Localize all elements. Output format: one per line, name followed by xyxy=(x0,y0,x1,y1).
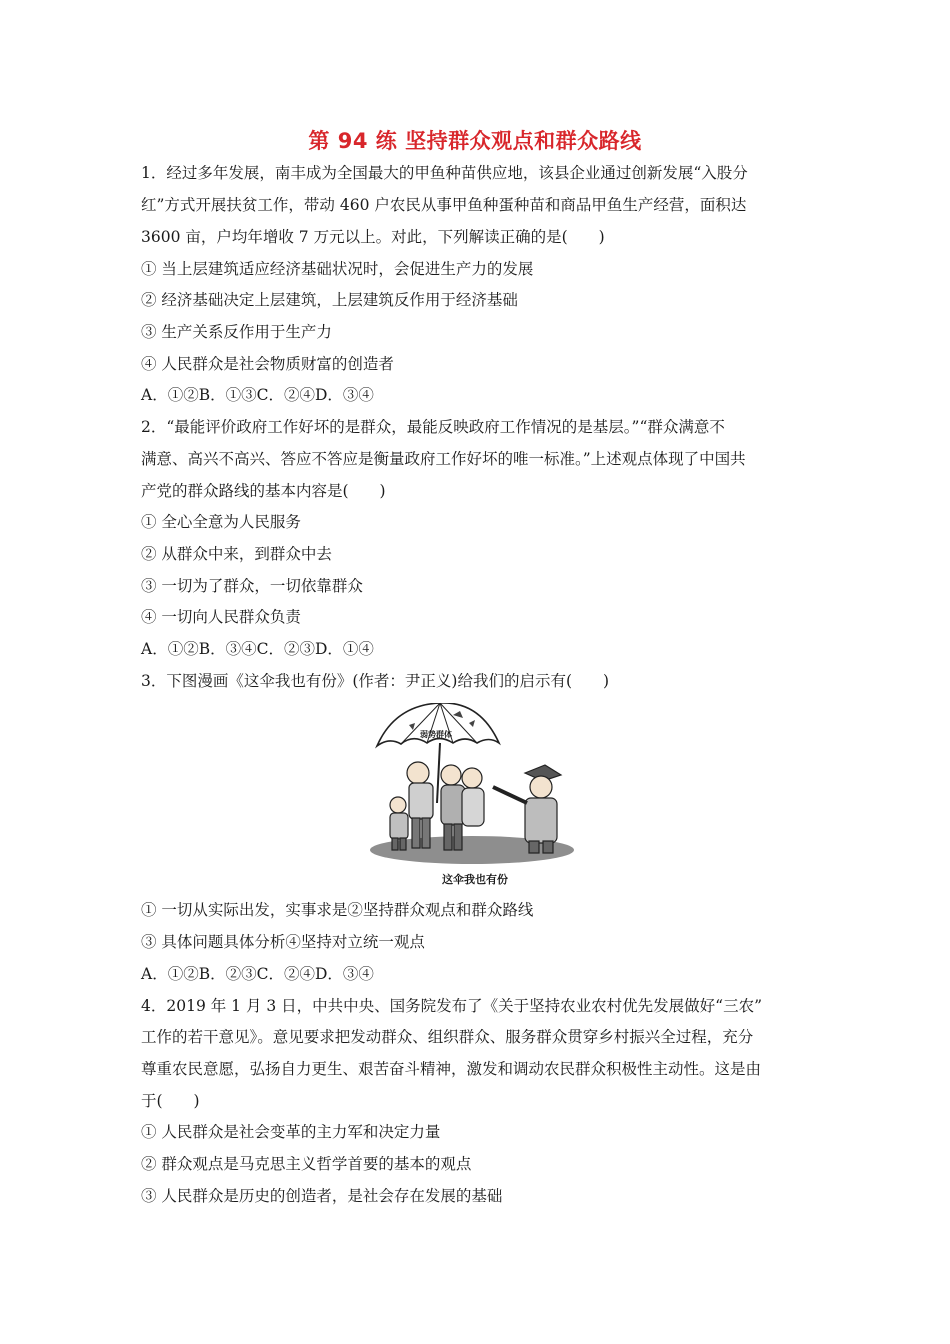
q2-option-2: ② 从群众中来，到群众中去 xyxy=(141,545,332,563)
q1-option-3: ③ 生产关系反作用于生产力 xyxy=(141,323,332,341)
q4-stem-line-1: 4．2019 年 1 月 3 日，中共中央、国务院发布了《关于坚持农业农村优先发展做好“三农” xyxy=(141,997,763,1015)
q2-stem-line-2: 满意、高兴不高兴、答应不答应是衡量政府工作好坏的唯一标准。”上述观点体现了中国共 xyxy=(141,450,746,468)
q4-stem-line-2: 工作的若干意见》。意见要求把发动群众、组织群众、服务群众贯穿乡村振兴全过程，充分 xyxy=(141,1028,754,1046)
q2-option-3: ③ 一切为了群众，一切依靠群众 xyxy=(141,577,363,595)
q2-stem-line-1: 2．“最能评价政府工作好坏的是群众，最能反映政府工作情况的是基层。”“群众满意不 xyxy=(141,418,725,436)
q3-option-2: ③ 具体问题具体分析④坚持对立统一观点 xyxy=(141,933,425,951)
q1-answer-choices: A．①②B．①③C．②④D．③④ xyxy=(141,386,374,404)
q1-stem-line-3: 3600 亩，户均年增收 7 万元以上。对此，下列解读正确的是( ) xyxy=(141,228,605,246)
q3-stem-line-1: 3．下图漫画《这伞我也有份》(作者：尹正义)给我们的启示有( ) xyxy=(141,672,610,690)
umbrella-label: 弱势群体 xyxy=(420,730,452,739)
q4-option-3: ③ 人民群众是历史的创造者，是社会存在发展的基础 xyxy=(141,1187,503,1205)
q1-option-2: ② 经济基础决定上层建筑，上层建筑反作用于经济基础 xyxy=(141,291,518,309)
cartoon-illustration xyxy=(365,703,585,868)
q3-option-1: ① 一切从实际出发，实事求是②坚持群众观点和群众路线 xyxy=(141,901,534,919)
q2-answer-choices: A．①②B．③④C．②③D．①④ xyxy=(141,640,374,658)
q1-option-1: ① 当上层建筑适应经济基础状况时，会促进生产力的发展 xyxy=(141,260,534,278)
q3-answer-choices: A．①②B．②③C．②④D．③④ xyxy=(141,965,374,983)
q4-stem-line-4: 于( ) xyxy=(141,1092,200,1110)
figure-caption: 这伞我也有份 xyxy=(442,873,508,886)
q4-stem-line-3: 尊重农民意愿，弘扬自力更生、艰苦奋斗精神，激发和调动农民群众积极性主动性。这是由 xyxy=(141,1060,762,1078)
q2-stem-line-3: 产党的群众路线的基本内容是( ) xyxy=(141,482,386,500)
q4-option-1: ① 人民群众是社会变革的主力军和决定力量 xyxy=(141,1123,441,1141)
umbrella-pole xyxy=(437,743,440,803)
q1-stem-line-2: 红”方式开展扶贫工作，带动 460 户农民从事甲鱼种蛋种苗和商品甲鱼生产经营，面积达 xyxy=(141,196,747,214)
q1-stem-line-1: 1．经过多年发展，南丰成为全国最大的甲鱼种苗供应地，该县企业通过创新发展“入股分 xyxy=(141,164,748,182)
q2-option-4: ④ 一切向人民群众负责 xyxy=(141,608,301,626)
q2-option-1: ① 全心全意为人民服务 xyxy=(141,513,301,531)
q1-option-4: ④ 人民群众是社会物质财富的创造者 xyxy=(141,355,394,373)
cartoon-figure xyxy=(365,703,585,888)
page-title: 第 94 练 坚持群众观点和群众路线 xyxy=(308,129,642,153)
q4-option-2: ② 群众观点是马克思主义哲学首要的基本的观点 xyxy=(141,1155,472,1173)
